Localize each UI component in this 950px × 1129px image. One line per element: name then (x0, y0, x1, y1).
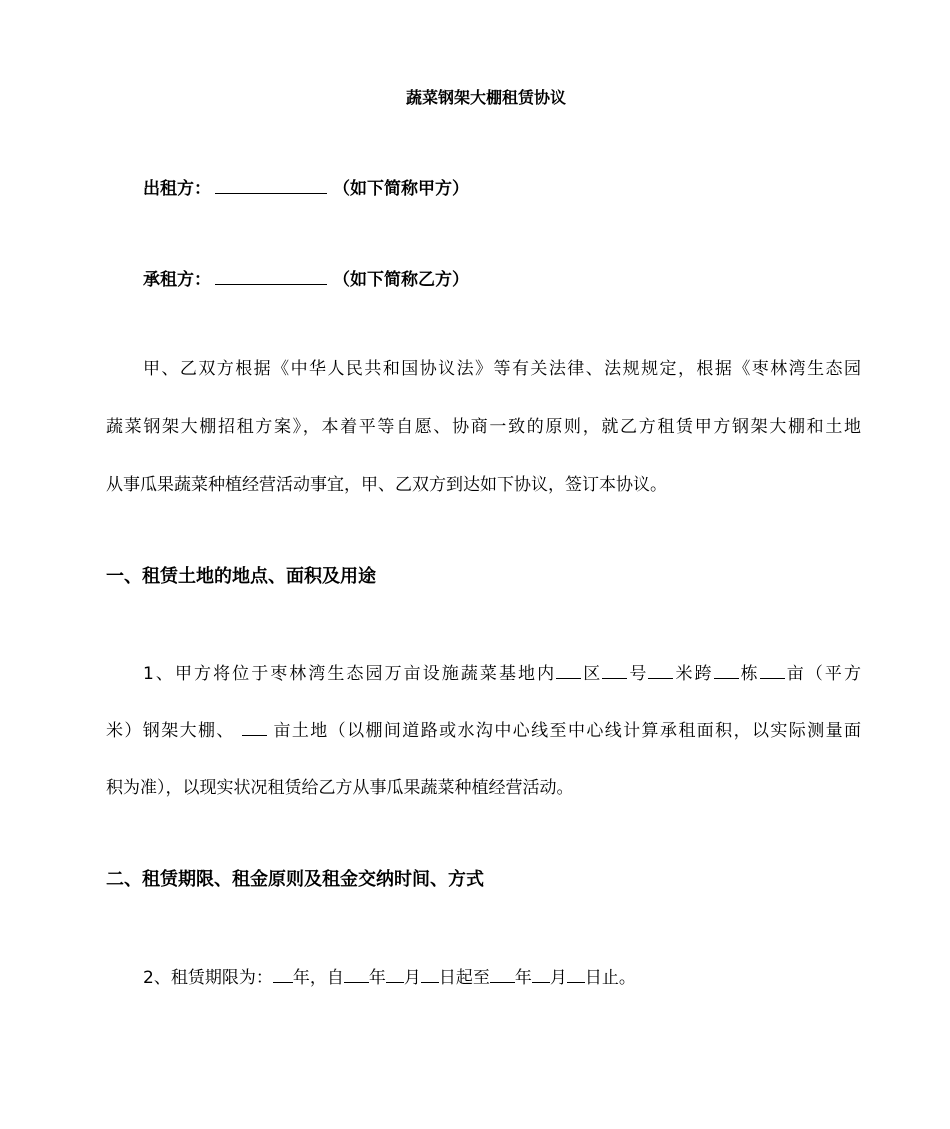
clause-2-line (143, 965, 636, 990)
section-1-heading: 一、租赁土地的地点、面积及用途 (106, 566, 376, 587)
end-month-blank (532, 965, 550, 983)
document-title: 蔬菜钢架大棚租赁协议 (405, 88, 566, 107)
lessee-suffix: （如下简称乙方） (333, 270, 469, 290)
clause-1-text: 米）钢架大棚、 (106, 721, 242, 741)
clause-1-text: 1、甲方将位于枣林湾生态园万亩设施蔬菜基地内 (143, 664, 557, 684)
clause-1-line-3: 积为准），以现实状况租赁给乙方从事瓜果蔬菜种植经营活动。 (106, 778, 574, 798)
clause-2-text: 日起至 (438, 968, 490, 988)
building-blank (714, 661, 739, 679)
clause-1-text: 区 (581, 664, 603, 684)
span-blank (648, 661, 673, 679)
clause-2-text: 年 (514, 968, 532, 988)
start-month-blank (386, 965, 404, 983)
district-blank (556, 661, 581, 679)
clause-2-text: 年 (368, 968, 386, 988)
clause-2-text: 月 (549, 968, 567, 988)
section-2-heading: 二、租赁期限、租金原则及租金交纳时间、方式 (106, 869, 484, 890)
start-day-blank (421, 965, 439, 983)
clause-1-text: 米跨 (673, 664, 714, 684)
clause-2-text: 日止。 (584, 968, 636, 988)
preamble-line-3: 从事瓜果蔬菜种植经营活动事宜，甲、乙双方到达如下协议，签订本协议。 (106, 475, 667, 495)
lessor-label: 出租方： (143, 179, 211, 199)
mu-blank (760, 661, 785, 679)
lessor-line (143, 176, 469, 201)
clause-2-text: 月 (403, 968, 421, 988)
clause-1-text: 亩（平方 (784, 664, 861, 684)
clause-1-text: 栋 (738, 664, 760, 684)
lessee-line (143, 267, 469, 292)
clause-1-line-1 (143, 661, 861, 686)
preamble-line-1: 甲、乙双方根据《中华人民共和国协议法》等有关法律、法规规定，根据《枣林湾生态园 (143, 359, 861, 379)
clause-1-text: 亩土地（以棚间道路或水沟中心线至中心线计算承租面积，以实际测量面 (266, 721, 862, 741)
lessee-name-blank (215, 267, 327, 285)
clause-2-text: 年，自 (292, 968, 344, 988)
lessor-name-blank (215, 176, 327, 194)
land-area-blank (242, 718, 267, 736)
clause-2-text: 2、租赁期限为： (143, 968, 273, 988)
end-day-blank (567, 965, 585, 983)
clause-1-text: 号 (627, 664, 649, 684)
term-years-blank (273, 965, 293, 983)
number-blank (602, 661, 627, 679)
start-year-blank (344, 965, 369, 983)
clause-1-line-2 (106, 718, 861, 743)
lessor-suffix: （如下简称甲方） (333, 179, 469, 199)
lessee-label: 承租方： (143, 270, 211, 290)
preamble-line-2: 蔬菜钢架大棚招租方案》，本着平等自愿、协商一致的原则，就乙方租赁甲方钢架大棚和土地 (106, 417, 861, 437)
end-year-blank (490, 965, 515, 983)
